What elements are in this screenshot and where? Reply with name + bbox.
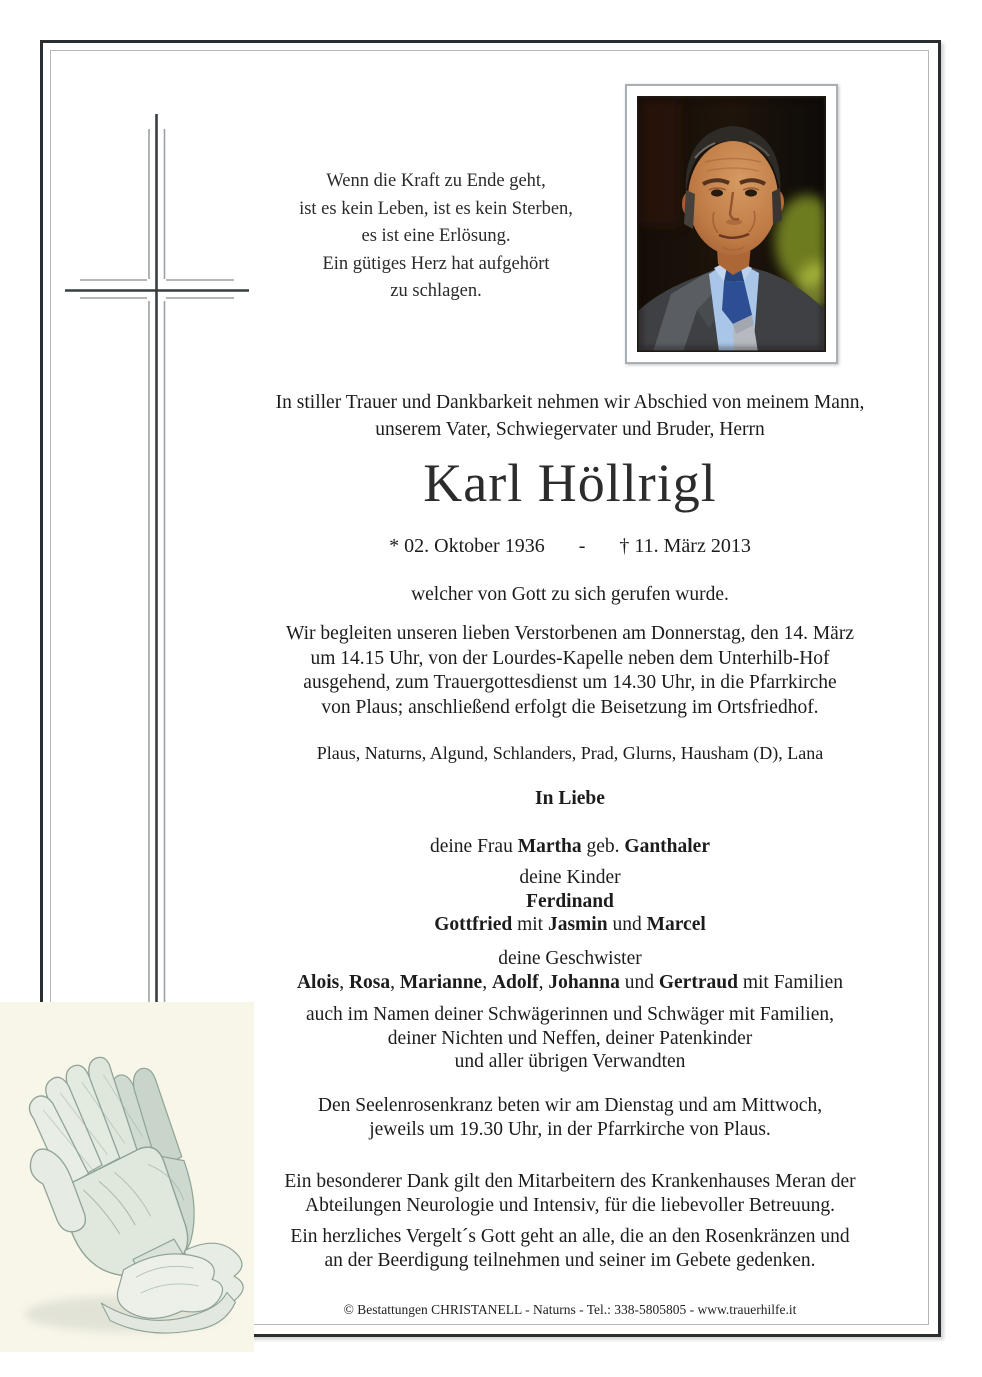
hospital-thanks xyxy=(190,1170,950,1217)
dates-separator: - xyxy=(578,535,586,557)
funeral-line: Wir begleiten unseren lieben Verstorbenen am Donnerstag, den 14. März xyxy=(286,623,854,644)
relatives-line: deiner Nichten und Neffen, deiner Patenkinder xyxy=(387,1027,753,1049)
relatives-section xyxy=(190,1003,950,1074)
thanks-line: an der Beerdigung teilnehmen und seiner im Gebete gedenken. xyxy=(324,1249,816,1271)
wife-line: deine Frau Martha geb. Ganthaler xyxy=(429,836,710,857)
poem-line: es ist eine Erlösung. xyxy=(361,226,511,246)
memorial-poem xyxy=(240,168,632,306)
funeral-line: von Plaus; anschließend erfolgt die Beisetzung im Ortsfriedhof. xyxy=(321,696,819,718)
intro-line: unserem Vater, Schwiegervater und Bruder, Herrn xyxy=(375,419,765,440)
rosary-notice xyxy=(190,1094,950,1142)
places-list: Plaus, Naturns, Algund, Schlanders, Prad, Glurns, Hausham (D), Lana xyxy=(316,743,824,763)
birth-date: * 02. Oktober 1936 xyxy=(389,535,545,557)
intro-line: In stiller Trauer und Dankbarkeit nehmen wir Abschied von meinem Mann, xyxy=(275,392,865,413)
rosary-line: Den Seelenrosenkranz beten wir am Dienstag und am Mittwoch, xyxy=(317,1095,823,1116)
thanks-line: Abteilungen Neurologie und Intensiv, für die liebevoller Betreuung. xyxy=(305,1194,835,1216)
deceased-name: Karl Höllrigl xyxy=(423,453,717,513)
gratitude-thanks xyxy=(190,1225,950,1272)
relatives-line: auch im Namen deiner Schwägerinnen und Schwäger mit Familien, xyxy=(306,1004,834,1025)
funeral-home-credit: © Bestattungen CHRISTANELL - Naturns - Tel.: 338-5805805 - www.trauerhilfe.it xyxy=(343,1302,797,1317)
portrait-illustration xyxy=(637,96,826,352)
thanks-line: Ein herzliches Vergelt´s Gott geht an alle, die an den Rosenkränzen und xyxy=(290,1226,850,1247)
poem-line: zu schlagen. xyxy=(390,281,482,301)
children-label: deine Kinder xyxy=(519,867,621,888)
poem-line: Ein gütiges Herz hat aufgehört xyxy=(322,253,550,274)
rosary-line: jeweils um 19.30 Uhr, in der Pfarrkirche von Plaus. xyxy=(369,1119,771,1140)
child-name: Ferdinand xyxy=(526,890,614,912)
thanks-line: Ein besonderer Dank gilt den Mitarbeitern des Krankenhauses Meran der xyxy=(284,1171,856,1192)
siblings-section xyxy=(190,947,950,995)
funeral-line: ausgehend, zum Trauergottesdienst um 14.30 Uhr, in die Pfarrkirche xyxy=(303,672,837,693)
poem-line: Wenn die Kraft zu Ende geht, xyxy=(326,171,546,191)
death-date: † 11. März 2013 xyxy=(619,535,751,557)
funeral-details xyxy=(190,622,950,720)
poem-line: ist es kein Leben, ist es kein Sterben, xyxy=(299,198,573,219)
announcement-intro xyxy=(190,389,950,443)
siblings-label: deine Geschwister xyxy=(498,948,642,969)
child-line: Gottfried mit Jasmin und Marcel xyxy=(434,914,706,935)
siblings-line: Alois, Rosa, Marianne, Adolf, Johanna und Gertraud mit Familien xyxy=(296,972,844,993)
children-section xyxy=(190,866,950,937)
relatives-line: und aller übrigen Verwandten xyxy=(454,1051,686,1072)
life-dates xyxy=(190,533,950,560)
in-love-heading: In Liebe xyxy=(535,788,605,809)
funeral-line: um 14.15 Uhr, von der Lourdes-Kapelle neben dem Unterhilb-Hof xyxy=(310,647,830,669)
called-by-god-line: welcher von Gott zu sich gerufen wurde. xyxy=(411,584,729,605)
deceased-portrait-photo xyxy=(625,84,838,364)
